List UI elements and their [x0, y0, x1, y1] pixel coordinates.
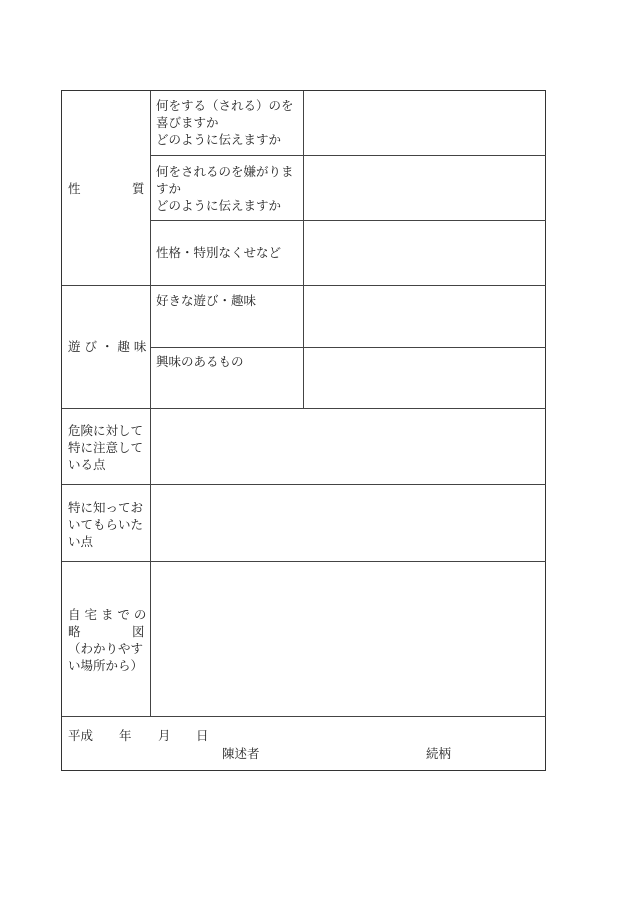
footer-month: 月 — [158, 728, 171, 743]
seikaku-q2-line2: すか — [156, 181, 182, 196]
seikaku-q1-answer-field[interactable] — [304, 91, 546, 155]
footer-era: 平成 — [68, 728, 94, 743]
kiken-answer-field[interactable] — [151, 409, 546, 484]
asobi-q1-answer-field[interactable] — [304, 286, 546, 347]
shitte-line2: いてもらいた — [68, 517, 144, 532]
seikaku-q1-line3: どのように伝えますか — [156, 132, 282, 147]
map-line4: い場所から） — [68, 658, 144, 673]
map-line1: 自 宅 ま で の — [68, 607, 147, 622]
seikaku-label-left: 性 — [68, 181, 81, 196]
seikaku-label-right: 質 — [132, 181, 145, 196]
seikaku-q1-line1: 何をする（される）のを — [156, 98, 294, 113]
asobi-q2-answer-field[interactable] — [304, 348, 546, 408]
map-line3: （わかりやす — [68, 641, 144, 656]
map-line2-left: 略 — [68, 624, 81, 639]
seikaku-q1-line2: 喜びますか — [156, 115, 219, 130]
footer-year: 年 — [119, 728, 132, 743]
divider-map-end — [62, 716, 546, 717]
seikaku-q2-line1: 何をされるのを嫌がりま — [156, 164, 294, 179]
map-line2-right: 図 — [132, 624, 145, 639]
asobi-q1-label: 好きな遊び・趣味 — [156, 293, 257, 308]
shitte-line1: 特に知ってお — [68, 500, 144, 515]
asobi-q2-label: 興味のあるもの — [156, 354, 244, 369]
kiken-line1: 危険に対して — [68, 423, 144, 438]
seikaku-q3-label: 性格・特別なくせなど — [156, 245, 282, 260]
seikaku-q2-answer-field[interactable] — [304, 156, 546, 220]
footer-day: 日 — [196, 728, 209, 743]
footer-declarant: 陳述者 — [222, 746, 260, 761]
disability-info-form — [61, 90, 546, 771]
kiken-line3: いる点 — [68, 457, 106, 472]
kiken-line2: 特に注意して — [68, 440, 144, 455]
seikaku-q2-line3: どのように伝えますか — [156, 198, 282, 213]
map-drawing-area[interactable] — [151, 562, 546, 716]
footer-relation: 続柄 — [426, 746, 452, 761]
asobi-label: 遊 び ・ 趣 味 — [68, 339, 147, 354]
shitte-answer-field[interactable] — [151, 485, 546, 561]
seikaku-q3-answer-field[interactable] — [304, 221, 546, 285]
shitte-line3: い点 — [68, 534, 94, 549]
